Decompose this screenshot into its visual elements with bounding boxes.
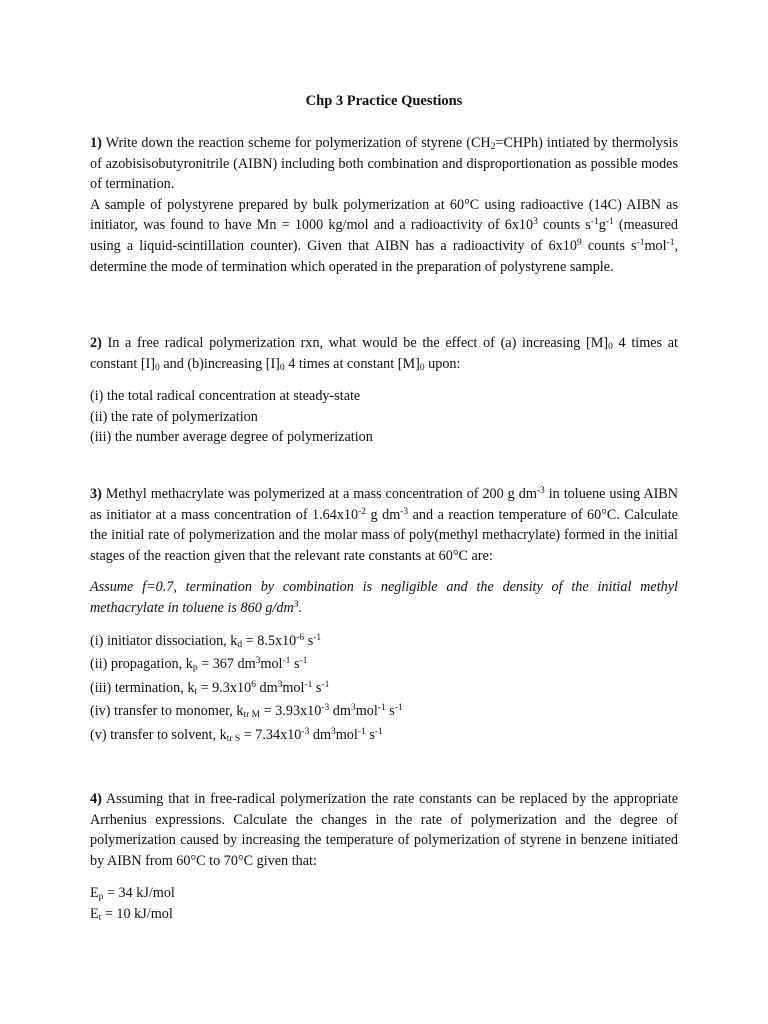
question-2-text: In a free radical polymerization rxn, what would be the effect of (a) increasing $[M]_0$ 4 times at constant $[I]_0$ and (b)increasing $[I]_0$ 4 times at constant $[M]_0$ upon: (90, 335, 678, 373)
question-1-intro (90, 133, 678, 195)
question-4-text: Assuming that in free-radical polymerization the rate constants can be replaced by the appropriate Arrhenius expressions. Calculate the changes in the rate of polymerization and the degree of polymerization caused by increasing the temperature of polymerization of styrene in benzene initiated by AIBN from 60°C to 70°C given that: (90, 791, 679, 869)
list-item: (v) transfer to solvent, $k_{tr S} = 7.34x10^{-3}$ $dm^3mol^{-1}$ $s^{-1}$ (90, 726, 383, 744)
list-item: $E_t = 10$ kJ/mol (90, 905, 173, 923)
list-item: (ii) the rate of polymerization (90, 408, 258, 425)
question-2-list (90, 386, 678, 448)
list-item: (ii) propagation, $k_p = 367$ $dm^3mol^{-1}$ $s^{-1}$ (90, 656, 308, 674)
question-1-problem: A sample of polystyrene prepared by bulk polymerization at 60°C using radioactive (14C) AIBN as initiator, was found to have Mn = 1000 kg/mol and a radioactivity of $6x10^3$ counts $s^{-1}g^{-1}$ (measured using a liquid-scintillation counter). Given that AIBN has a radioactivity of $6x10^9$ counts $s^{-1}mol^{-1}$, determine the mode of termination which operated in the preparation of polystyrene sample. (90, 196, 678, 275)
question-2-text-para (90, 333, 678, 374)
question-3-text: Methyl methacrylate was polymerized at a mass concentration of 200 g $dm^{-3}$ in toluene using AIBN as initiator at a mass concentration of $1.64x10^{-2}$ g $dm^{-3}$ and a reaction temperature of 60°C. Calculate the initial rate of polymerization and the molar mass of poly(methyl methacrylate) formed in the initial stages of the reaction given that the relevant rate constants at 60°C are: (90, 486, 679, 564)
page-title: Chp 3 Practice Questions (305, 93, 463, 109)
question-number: 3) (90, 486, 102, 502)
question-1-text: Write down the reaction scheme for polymerization of styrene $(CH_2=CHPh)$ intiated by thermolysis of azobisisobutyronitrile (AIBN) including both combination and disproportionation as possible modes of termination. (90, 135, 678, 193)
question-3-rate-constants (90, 630, 678, 748)
list-item: (i) initiator dissociation, $k_d = 8.5x10^{-6}$ $s^{-1}$ (90, 632, 322, 650)
list-item: (iii) termination, $k_t = 9.3x10^6$ $dm^3mol^{-1}$ $s^{-1}$ (90, 679, 330, 697)
question-4-energies (90, 883, 678, 924)
question-3-assumption: Assume f=0.7, termination by combination is negligible and the density of the initial methyl methacrylate in toluene is 860 $g/dm^3$. (90, 579, 678, 616)
question-2 (90, 333, 678, 448)
question-3 (90, 484, 678, 747)
question-number: 4) (90, 791, 102, 807)
question-4-text-para (90, 789, 678, 871)
question-3-text-para (90, 484, 678, 566)
list-item: (iii) the number average degree of polymerization (90, 429, 373, 446)
question-4 (90, 789, 678, 925)
question-number: 1) (90, 135, 102, 151)
question-1 (90, 133, 678, 277)
list-item: (iv) transfer to monomer, $k_{tr M} = 3.93x10^{-3}$ $dm^3mol^{-1}$ $s^{-1}$ (90, 703, 403, 721)
list-item: (i) the total radical concentration at steady-state (90, 388, 361, 405)
list-item: $E_p = 34$ kJ/mol (90, 885, 175, 903)
question-number: 2) (90, 335, 102, 351)
